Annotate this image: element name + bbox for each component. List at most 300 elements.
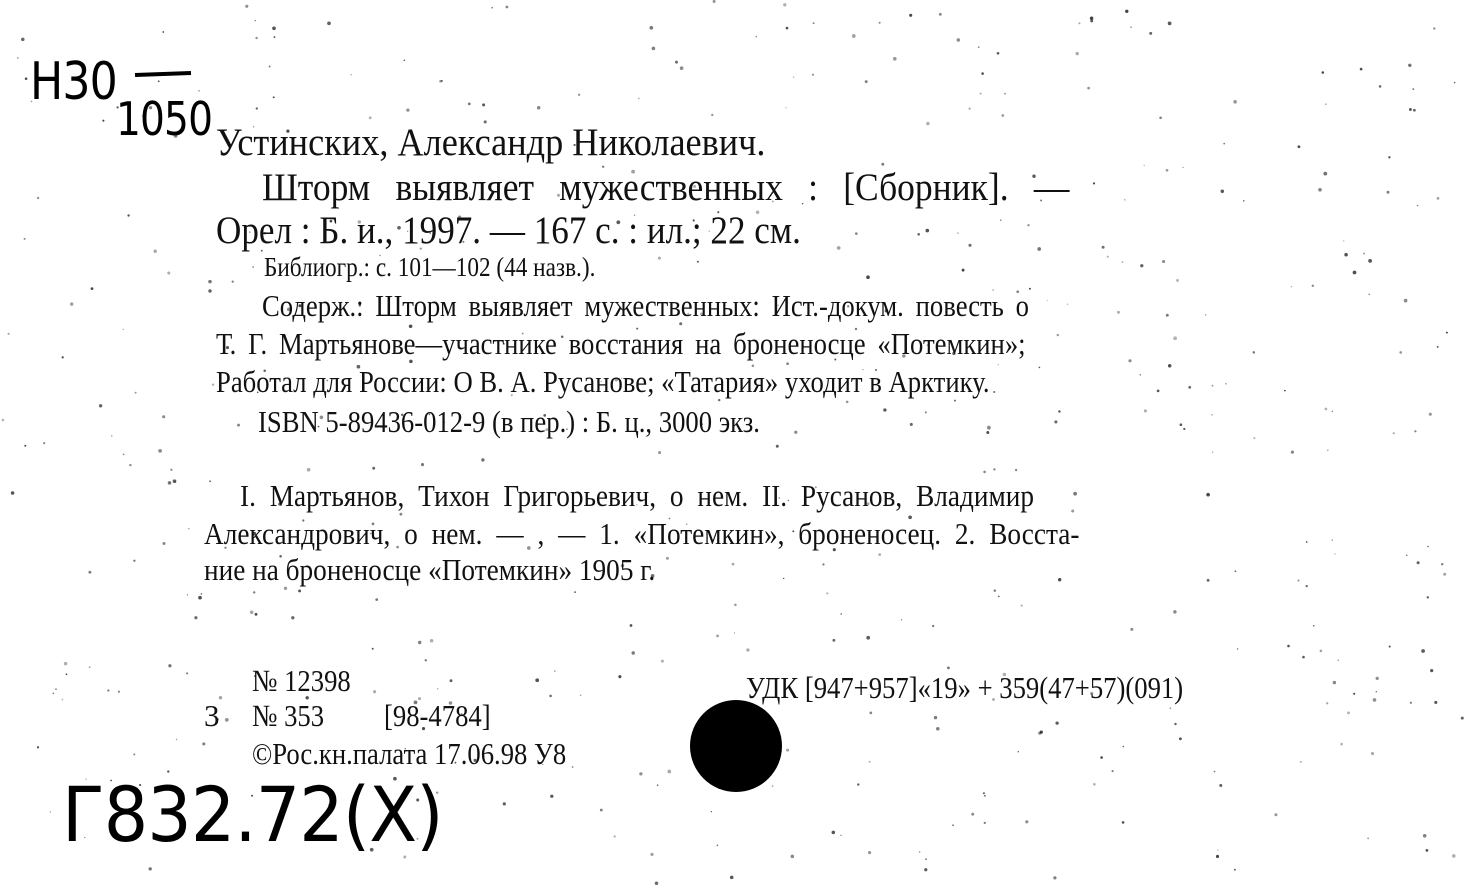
speckle (730, 876, 734, 880)
registration-number: № 353 (252, 698, 325, 733)
speckle (212, 383, 214, 385)
card-number: № 12398 (252, 663, 351, 698)
speckle (1322, 71, 1325, 74)
speckle (1443, 573, 1446, 576)
speckle (813, 22, 815, 24)
speckle (55, 688, 57, 690)
speckle (746, 648, 749, 651)
speckle (2, 419, 4, 421)
speckle (655, 882, 659, 886)
speckle (291, 616, 294, 619)
speckle (1021, 605, 1023, 607)
speckle (649, 26, 653, 30)
speckle (1399, 351, 1402, 354)
speckle (1234, 869, 1236, 871)
speckle (198, 596, 202, 600)
speckle (1412, 88, 1414, 90)
speckle (987, 426, 991, 430)
speckle (1297, 579, 1299, 581)
speckle (1274, 813, 1277, 816)
speckle (572, 766, 574, 768)
speckle (1363, 253, 1365, 255)
speckle (1212, 452, 1213, 453)
speckle (8, 333, 10, 335)
speckle (1015, 469, 1017, 471)
speckle (826, 592, 828, 594)
speckle (638, 98, 640, 100)
speckle (491, 7, 493, 9)
speckle (154, 250, 157, 253)
speckle (657, 784, 659, 786)
speckle (785, 107, 786, 108)
speckle (167, 271, 170, 274)
speckle (822, 563, 824, 565)
handwritten-call-number: Г832.72(Х) (62, 770, 443, 859)
speckle (580, 694, 582, 696)
speckle (1168, 22, 1172, 26)
speckle (70, 302, 73, 305)
speckle (162, 415, 165, 418)
speckle (1221, 190, 1225, 194)
speckle (1406, 555, 1407, 556)
speckle (1452, 854, 1456, 858)
speckle (1441, 563, 1443, 565)
speckle (1211, 414, 1212, 415)
speckle (25, 77, 28, 80)
speckle (369, 116, 372, 119)
speckle (793, 77, 794, 78)
speckle (618, 675, 621, 678)
speckle (250, 611, 254, 615)
speckle (1179, 737, 1182, 740)
speckle (1217, 850, 1218, 851)
speckle (1117, 311, 1120, 314)
speckle (980, 93, 982, 95)
speckle (1409, 108, 1412, 111)
speckle (62, 699, 64, 701)
speckle (375, 598, 378, 601)
speckle (1417, 205, 1418, 206)
speckle (1025, 820, 1028, 823)
speckle (1053, 876, 1056, 879)
speckle (255, 20, 256, 21)
speckle (1446, 332, 1448, 334)
speckle (482, 103, 485, 106)
speckle (468, 103, 471, 106)
speckle (158, 449, 162, 453)
speckle (418, 641, 421, 644)
speckle (554, 670, 555, 671)
speckle (1058, 410, 1060, 412)
speckle (373, 690, 376, 693)
speckle (666, 557, 669, 560)
speckle (188, 528, 189, 529)
speckle (1093, 783, 1096, 786)
speckle (934, 716, 937, 719)
speckle (1417, 561, 1420, 564)
speckle (1426, 849, 1429, 852)
speckle (1078, 22, 1080, 24)
speckle (1414, 430, 1416, 432)
punch-hole (690, 700, 782, 792)
speckle (924, 868, 927, 871)
speckle (971, 813, 974, 816)
speckle (1205, 314, 1206, 315)
speckle (1037, 247, 1041, 251)
speckle (919, 851, 921, 853)
speckle (1149, 32, 1152, 35)
speckle (1162, 260, 1165, 263)
speckle (1343, 240, 1344, 241)
contents-line-2: Т. Г. Мартьянове—участнике восстания на броненосце «Потемкин»; (216, 326, 1026, 361)
speckle (1338, 660, 1339, 661)
subjects-line-3: ние на броненосце «Потемкин» 1905 г. (204, 552, 656, 587)
speckle (1237, 648, 1238, 649)
speckle (997, 52, 1000, 55)
speckle (925, 411, 927, 413)
speckle (24, 445, 26, 447)
handwritten-shelfmark: Н30 (30, 52, 117, 112)
speckle (650, 853, 653, 856)
order-code: [98-4784] (384, 698, 491, 733)
speckle (1423, 834, 1427, 838)
speckle (158, 80, 160, 82)
speckle (957, 232, 959, 234)
handwritten-shelfmark-sub: 1050 (116, 92, 213, 146)
speckle (994, 589, 997, 592)
speckle (1369, 294, 1370, 295)
speckle (1122, 821, 1125, 824)
speckle (298, 589, 301, 592)
speckle (149, 867, 152, 870)
speckle (1000, 220, 1001, 221)
speckle (986, 431, 989, 434)
speckle (658, 451, 661, 454)
speckle (253, 591, 255, 593)
speckle (925, 858, 927, 860)
speckle (978, 46, 980, 48)
speckle (1353, 271, 1357, 275)
speckle (1159, 116, 1162, 119)
speckle (1225, 383, 1227, 385)
speckle (1122, 746, 1124, 748)
speckle (947, 667, 950, 670)
speckle (1298, 145, 1301, 148)
speckle (64, 662, 68, 666)
speckle (1332, 411, 1333, 412)
speckle (1376, 677, 1379, 680)
speckle (133, 753, 135, 755)
speckle (1128, 359, 1131, 362)
speckle (852, 34, 856, 38)
speckle (652, 47, 656, 51)
speckle (840, 613, 841, 614)
speckle (549, 695, 552, 698)
speckle (713, 0, 716, 3)
speckle (1219, 784, 1222, 787)
speckle (869, 712, 872, 715)
speckle (772, 785, 774, 787)
speckle (201, 593, 203, 595)
speckle (91, 287, 94, 290)
speckle (372, 648, 374, 650)
speckle (1347, 711, 1350, 714)
speckle (550, 795, 553, 798)
speckle (734, 632, 735, 633)
speckle (66, 673, 68, 675)
speckle (1001, 114, 1004, 117)
speckle (1055, 721, 1058, 724)
speckle (1073, 492, 1077, 496)
speckle (88, 571, 91, 574)
speckle (658, 257, 661, 260)
speckle (1429, 413, 1432, 416)
speckle (1312, 285, 1314, 287)
speckle (866, 275, 870, 279)
subjects-line-1: I. Мартьянов, Тихон Григорьевич, о нем. II. Русанов, Владимир (240, 478, 1034, 513)
speckle (1302, 656, 1305, 659)
speckle (909, 14, 912, 17)
speckle (667, 770, 671, 774)
speckle (163, 542, 166, 545)
speckle (1306, 541, 1308, 543)
speckle (734, 603, 737, 606)
speckle (351, 74, 352, 75)
title-line-1: Шторм выявляет мужественных : [Сборник]. — (262, 166, 1070, 209)
speckle (893, 57, 897, 61)
author-heading: Устинских, Александр Николаевич. (216, 121, 766, 164)
speckle (404, 60, 406, 62)
speckle (1130, 628, 1133, 631)
speckle (1437, 346, 1439, 348)
speckle (1047, 300, 1048, 301)
speckle (62, 356, 64, 358)
speckle (1039, 367, 1041, 369)
udc-classification: УДК [947+957]«19» + 359(47+57)(091) (746, 670, 1184, 705)
speckle (111, 435, 112, 436)
speckle (245, 5, 248, 8)
speckle (252, 266, 253, 267)
speckle (1344, 253, 1348, 257)
speckle (600, 809, 603, 812)
speckle (983, 792, 985, 794)
speckle (878, 553, 881, 556)
speckle (998, 596, 1000, 598)
speckle (99, 404, 102, 407)
speckle (1368, 259, 1372, 263)
speckle (1188, 386, 1191, 389)
speckle (883, 408, 886, 411)
speckle (1243, 200, 1245, 202)
speckle (194, 616, 197, 619)
speckle (869, 761, 871, 763)
speckle (255, 37, 257, 39)
speckle (832, 639, 835, 642)
speckle (53, 693, 55, 695)
speckle (327, 21, 331, 25)
speckle (307, 468, 311, 472)
speckle (1166, 314, 1169, 317)
speckle (1173, 336, 1177, 340)
book-chamber-stamp: ©Рос.кн.палата 17.06.98 У8 (252, 736, 567, 771)
speckle (783, 3, 786, 6)
speckle (129, 464, 131, 466)
speckle (1223, 143, 1225, 145)
speckle (535, 678, 539, 682)
speckle (1168, 364, 1172, 368)
speckle (1306, 585, 1308, 587)
speckle (1122, 261, 1124, 263)
speckle (1340, 743, 1343, 746)
speckle (37, 197, 39, 199)
speckle (786, 27, 789, 30)
speckle (756, 36, 757, 37)
speckle (969, 108, 971, 110)
speckle (680, 66, 684, 70)
speckle (123, 454, 125, 456)
speckle (430, 639, 434, 643)
speckle (630, 624, 633, 627)
speckle (481, 458, 484, 461)
speckle (1235, 570, 1237, 572)
speckle (37, 746, 39, 748)
speckle (936, 727, 940, 731)
speckle (1325, 103, 1327, 105)
speckle (1233, 100, 1237, 104)
speckle (1173, 610, 1176, 613)
speckle (187, 594, 188, 595)
speckle (273, 96, 275, 98)
speckle (1327, 449, 1329, 451)
speckle (1427, 546, 1429, 548)
speckle (1323, 172, 1327, 176)
speckle (1130, 26, 1132, 28)
speckle (1404, 299, 1408, 303)
speckle (1408, 64, 1411, 67)
speckle (1071, 509, 1074, 512)
isbn-line: ISBN 5-89436-012-9 (в пер.) : Б. ц., 3000 экз. (258, 404, 760, 439)
speckle (272, 26, 276, 30)
speckle (1334, 553, 1335, 554)
speckle (661, 660, 664, 663)
speckle (1325, 408, 1328, 411)
speckle (1434, 701, 1437, 704)
speckle (578, 94, 580, 96)
speckle (225, 718, 229, 722)
speckle (952, 824, 954, 826)
speckle (118, 691, 120, 693)
speckle (1421, 649, 1425, 653)
speckle (1353, 693, 1355, 695)
speckle (1144, 165, 1145, 166)
speckle (1376, 691, 1377, 692)
speckle (255, 613, 258, 616)
speckle (1174, 723, 1176, 725)
speckle (1214, 771, 1216, 773)
speckle (1125, 10, 1128, 13)
speckle (1461, 717, 1464, 720)
speckle (1437, 197, 1440, 200)
speckle (932, 625, 934, 627)
speckle (962, 269, 965, 272)
speckle (421, 463, 424, 466)
speckle (1379, 85, 1382, 88)
speckle (791, 855, 795, 859)
speckle (993, 468, 995, 470)
speckle (1140, 374, 1141, 375)
speckle (716, 635, 719, 638)
speckle (639, 772, 642, 775)
speckle (1157, 390, 1160, 393)
speckle (998, 364, 999, 365)
speckle (1057, 334, 1059, 336)
speckle (1176, 279, 1179, 282)
speckle (926, 229, 930, 233)
speckle (926, 122, 929, 125)
speckle (208, 289, 211, 292)
speckle (1144, 409, 1147, 412)
speckle (832, 831, 836, 835)
speckle (133, 560, 135, 562)
speckle (1393, 432, 1395, 434)
speckle (135, 392, 137, 394)
speckle (1332, 539, 1333, 540)
speckle (1029, 288, 1031, 290)
speckle (968, 244, 971, 247)
speckle (939, 13, 942, 16)
speckle (732, 563, 735, 566)
speckle (537, 106, 541, 110)
speckle (1326, 702, 1328, 704)
speckle (675, 61, 678, 64)
speckle (846, 401, 849, 404)
speckle (1430, 669, 1433, 672)
speckle (840, 835, 841, 836)
speckle (1291, 450, 1294, 453)
speckle (186, 672, 188, 674)
speckle (1170, 707, 1172, 709)
speckle (1206, 493, 1210, 497)
speckle (910, 423, 913, 426)
speckle (717, 845, 719, 847)
speckle (865, 80, 868, 83)
speckle (102, 120, 104, 122)
speckle (794, 431, 797, 434)
speckle (1027, 224, 1029, 226)
speckle (1183, 428, 1185, 430)
speckle (439, 80, 442, 83)
speckle (1387, 191, 1390, 194)
speckle (11, 491, 15, 495)
speckle (857, 783, 859, 785)
speckle (50, 811, 51, 812)
speckle (1367, 838, 1369, 840)
speckle (21, 38, 25, 42)
speckle (1454, 82, 1455, 83)
speckle (1107, 256, 1109, 258)
speckle (174, 481, 176, 483)
speckle (1300, 761, 1301, 762)
speckle (1100, 756, 1103, 759)
speckle (983, 471, 986, 474)
speckle (879, 22, 881, 24)
subjects-line-2: Александрович, о нем. — , — 1. «Потемкин», броненосец. 2. Восста- (204, 516, 1080, 551)
speckle (574, 591, 576, 593)
speckle (984, 822, 986, 824)
speckle (1040, 730, 1043, 733)
speckle (812, 74, 814, 76)
contents-line-1: Содерж.: Шторм выявляет мужественных: Ист.-докум. повесть о (262, 288, 1029, 323)
